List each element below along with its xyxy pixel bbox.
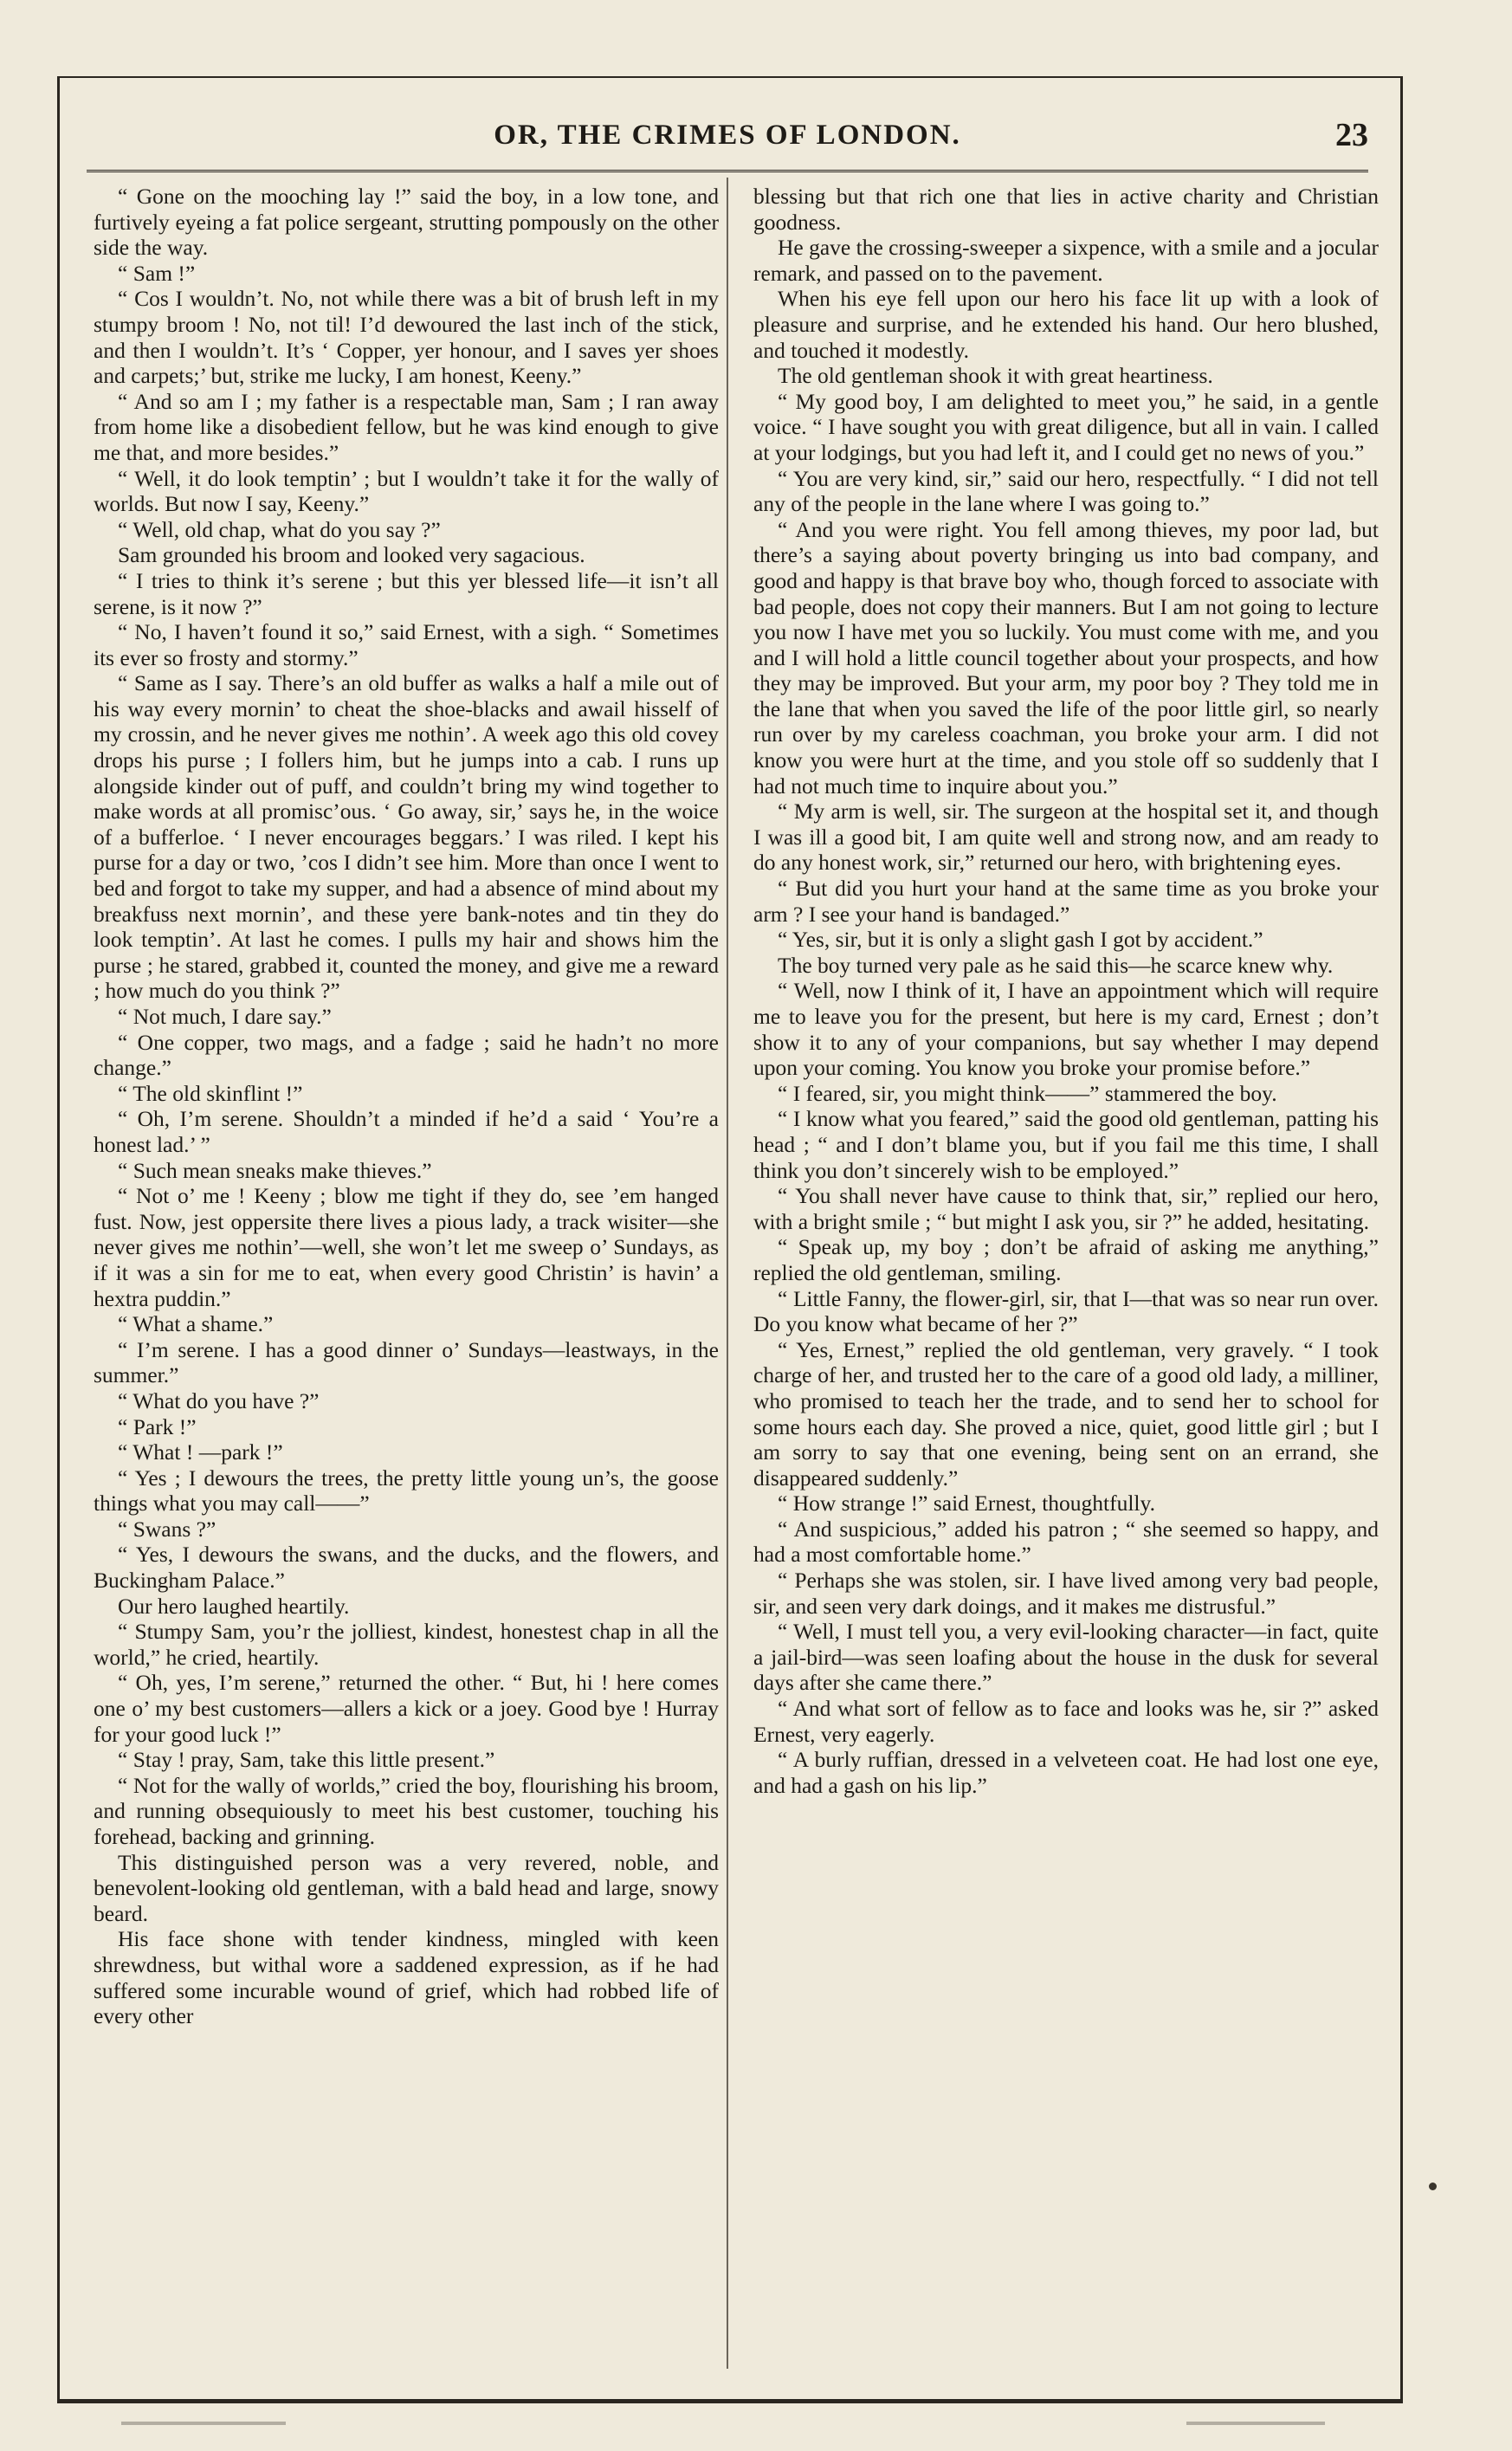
paragraph: “ What ! —park !”: [118, 1439, 283, 1465]
margin-mark: [1186, 2422, 1325, 2425]
paragraph: “ Oh, yes, I’m serene,” returned the other. “ But, hi ! here comes one o’ my best customers—allers a kick or a joey. Good bye ! Hurray for your good luck !”: [94, 1670, 719, 1747]
paragraph: “ Not o’ me ! Keeny ; blow me tight if they do, see ’em hanged fust. Now, jest oppersite there lives a pious lady, a track wisiter—she never gives me nothin’—well, she won’t let me sweep o’ Sundays, as if it was a sin for me to eat, when every good Christin’ is havin’ a hextra puddin.”: [94, 1183, 719, 1311]
paragraph: “ No, I haven’t found it so,” said Ernest, with a sigh. “ Sometimes its ever so frosty and stormy.”: [94, 619, 719, 670]
paragraph: “ Sam !”: [118, 260, 196, 286]
paragraph: “ And what sort of fellow as to face and looks was he, sir ?” asked Ernest, very eagerly.: [753, 1696, 1379, 1747]
paragraph: “ Well, now I think of it, I have an appointment which will require me to leave you for the present, but here is my card, Ernest ; don’t show it to any of your companions, but say whether I may depend upon your coming. You know you broke your promise before.”: [753, 978, 1379, 1081]
running-title: OR, THE CRIMES OF LONDON.: [494, 120, 961, 151]
paragraph: “ I’m serene. I has a good dinner o’ Sundays—leastways, in the summer.”: [94, 1336, 719, 1388]
header-rule: [87, 170, 1368, 172]
paragraph: “ Cos I wouldn’t. No, not while there was a bit of brush left in my stumpy broom ! No, not til! I’d dewoured the last inch of the stick, and then I wouldn’t. It’s ‘ Copper, yer honour, and I saves yer shoes and carpets;’ but, strike me lucky, I am honest, Keeny.”: [94, 286, 719, 389]
paragraph: “ But did you hurt your hand at the same time as you broke your arm ? I see your hand is bandaged.”: [753, 876, 1379, 927]
paragraph: “ And you were right. You fell among thieves, my poor lad, but there’s a saying about poverty bringing us into bad company, and good and happy is that brave boy who, though forced to associate with bad people, does not copy their manners. But I am not going to lecture you now I have met you so luckily. You must come with me, and you and I will hold a little council together about your prospects, and how they may be improved. But your arm, my poor boy ? They told me in the lane that when you saved the life of the poor little girl, so nearly run over by my careless coachman, you broke your arm. I did not know you were hurt at the time, and you stole off so suddenly that I had not much time to inquire about you.”: [753, 516, 1379, 799]
paragraph: The boy turned very pale as he said this—he scarce knew why.: [778, 952, 1334, 978]
paragraph: His face shone with tender kindness, mingled with keen shrewdness, but withal wore a saddened expression, as if he had suffered some incurable wound of grief, which had robbed life of every other: [94, 1926, 719, 2029]
margin-dot: [1429, 2183, 1437, 2190]
paragraph: “ One copper, two mags, and a fadge ; said he hadn’t no more change.”: [94, 1029, 719, 1081]
paragraph: “ Well, it do look temptin’ ; but I wouldn’t take it for the wally of worlds. But now I say, Keeny.”: [94, 465, 719, 517]
paragraph: “ Same as I say. There’s an old buffer as walks a half a mile out of his way every mornin’ to cheat the shoe-blacks and awail hisself of my crossin, and he never gives me nothin’. A week ago this old covey drops his purse ; I follers him, but he jumps into a cab. I runs up alongside kinder out of puff, and couldn’t bring my wind together to make words at all promisc’ous. ‘ Go away, sir,’ says he, in the woice of a bufferloe. ‘ I never encourages beggars.’ I was riled. I kept his purse for a day or two, ’cos I didn’t see him. More than once I went to bed and forgot to take my supper, and had a absence of mind about my breakfuss next mornin’, and these yere bank-notes and tin they do look temptin’. At last he comes. I pulls my hair and shows him the purse ; he stared, grabbed it, counted the money, and give me a reward ; how much do you think ?”: [94, 670, 719, 1004]
paragraph: “ Not much, I dare say.”: [118, 1004, 332, 1029]
paragraph: “ What a shame.”: [118, 1311, 274, 1337]
paragraph: This distinguished person was a very revered, noble, and benevolent-looking old gentleman, with a bald head and large, snowy beard.: [94, 1849, 719, 1926]
paragraph: He gave the crossing-sweeper a sixpence, with a smile and a jocular remark, and passed on to the pavement.: [753, 235, 1379, 286]
paragraph: “ And so am I ; my father is a respectable man, Sam ; I ran away from home like a disobedient fellow, but he was kind enough to give me that, and more besides.”: [94, 388, 719, 465]
paragraph: “ A burly ruffian, dressed in a velveteen coat. He had lost one eye, and had a gash on his lip.”: [753, 1747, 1379, 1798]
paragraph: “ Such mean sneaks make thieves.”: [118, 1157, 432, 1183]
paragraph: “ The old skinflint !”: [118, 1080, 303, 1106]
paragraph: Our hero laughed heartily.: [118, 1593, 350, 1619]
margin-mark: [121, 2422, 286, 2425]
paragraph: “ My good boy, I am delighted to meet you,” he said, in a gentle voice. “ I have sought you with great diligence, but all in vain. I called at your lodgings, but you had left it, and I could get no news of you.”: [753, 388, 1379, 465]
paragraph: “ Stay ! pray, Sam, take this little present.”: [118, 1747, 495, 1773]
paragraph: “ What do you have ?”: [118, 1387, 320, 1413]
paragraph: “ I know what you feared,” said the good old gentleman, patting his head ; “ and I don’t blame you, but if you fail me this time, I shall think you don’t sincerely wish to be employed.”: [753, 1106, 1379, 1183]
paragraph: “ You are very kind, sir,” said our hero, respectfully. “ I did not tell any of the people in the lane where I was going to.”: [753, 465, 1379, 517]
paragraph: “ I feared, sir, you might think——” stammered the boy.: [778, 1080, 1277, 1106]
paragraph: “ Yes, sir, but it is only a slight gash I got by accident.”: [778, 927, 1263, 953]
paragraph: “ Yes ; I dewours the trees, the pretty little young un’s, the goose things what you may call——”: [94, 1465, 719, 1517]
paragraph: “ Little Fanny, the flower-girl, sir, that I—that was so near run over. Do you know what became of her ?”: [753, 1285, 1379, 1337]
left-column: [94, 184, 719, 2366]
paragraph: “ Well, I must tell you, a very evil-looking character—in fact, quite a jail-bird—was seen loafing about the house in the dusk for several days after she came there.”: [753, 1619, 1379, 1696]
paragraph: “ My arm is well, sir. The surgeon at the hospital set it, and though I was ill a good bit, I am quite well and strong now, and am ready to do any honest work, sir,” returned our hero, with brightening eyes.: [753, 799, 1379, 876]
paragraph: “ I tries to think it’s serene ; but this yer blessed life—it isn’t all serene, is it now ?”: [94, 567, 719, 619]
paragraph: “ Park !”: [118, 1413, 197, 1439]
paragraph: “ Yes, Ernest,” replied the old gentleman, very gravely. “ I took charge of her, and trusted her to the care of a good old lady, a milliner, who promised to teach her the trade, and to send her to school for some hours each day. She proved a nice, quiet, good little girl ; but I am sorry to say that one evening, being sent on an errand, she disappeared suddenly.”: [753, 1336, 1379, 1491]
paragraph: “ Gone on the mooching lay !” said the boy, in a low tone, and furtively eyeing a fat police sergeant, strutting pompously on the other side the way.: [94, 184, 719, 261]
paragraph: When his eye fell upon our hero his face lit up with a look of pleasure and surprise, and he extended his hand. Our hero blushed, and touched it modestly.: [753, 286, 1379, 363]
page-header: [87, 113, 1368, 165]
page-number: 23: [1335, 117, 1368, 153]
paragraph: “ Speak up, my boy ; don’t be afraid of asking me anything,” replied the old gentleman, smiling.: [753, 1234, 1379, 1285]
paragraph: “ Stumpy Sam, you’r the jolliest, kindest, honestest chap in all the world,” he cried, heartily.: [94, 1619, 719, 1670]
paragraph: blessing but that rich one that lies in active charity and Christian goodness.: [753, 184, 1379, 235]
paragraph: “ Well, old chap, what do you say ?”: [118, 516, 441, 542]
paragraph: The old gentleman shook it with great heartiness.: [778, 363, 1213, 389]
paragraph: “ Yes, I dewours the swans, and the ducks, and the flowers, and Buckingham Palace.”: [94, 1542, 719, 1594]
paragraph: “ Swans ?”: [118, 1516, 216, 1542]
paragraph: “ Not for the wally of worlds,” cried the boy, flourishing his broom, and running obsequiously to meet his best customer, touching his forehead, backing and grinning.: [94, 1772, 719, 1849]
column-divider: [727, 178, 728, 2369]
paragraph: Sam grounded his broom and looked very sagacious.: [118, 542, 585, 568]
right-column: [753, 184, 1379, 2366]
paragraph: “ You shall never have cause to think that, sir,” replied our hero, with a bright smile ; “ but might I ask you, sir ?” he added, hesitating.: [753, 1183, 1379, 1234]
paragraph: “ Oh, I’m serene. Shouldn’t a minded if he’d a said ‘ You’re a honest lad.’ ”: [94, 1106, 719, 1157]
paragraph: “ How strange !” said Ernest, thoughtfully.: [778, 1491, 1155, 1517]
paragraph: “ And suspicious,” added his patron ; “ she seemed so happy, and had a most comfortable home.”: [753, 1516, 1379, 1568]
paragraph: “ Perhaps she was stolen, sir. I have lived among very bad people, sir, and seen very dark doings, and it makes me distrusful.”: [753, 1568, 1379, 1619]
